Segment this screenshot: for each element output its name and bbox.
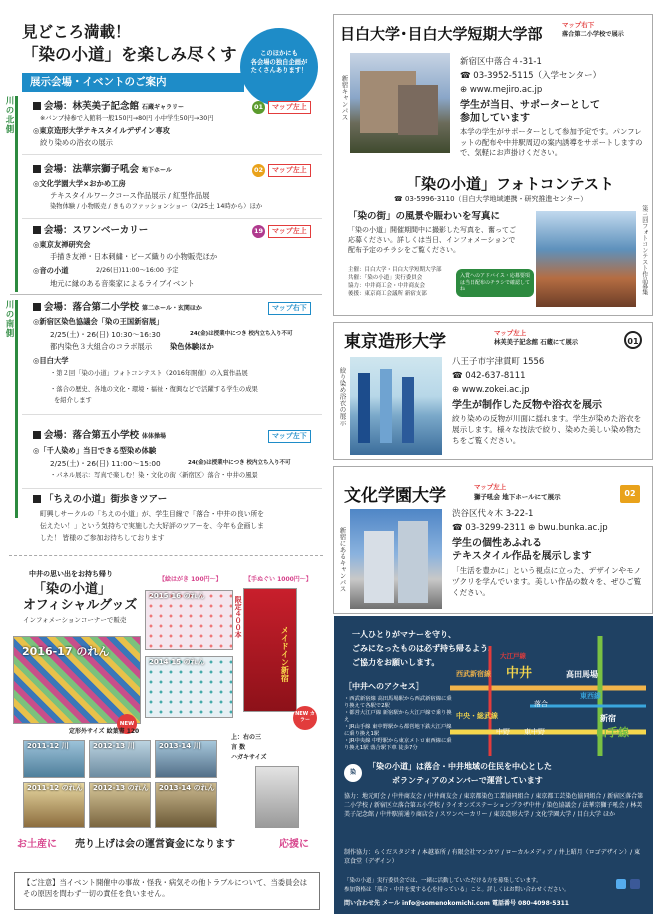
tour-text: した！ 皆様のご参加お待ちしております (40, 534, 165, 542)
venue-detail: ・第２回「染の小道」フォトコンテスト（2016年開催）の入賞作品展 (50, 370, 248, 377)
noren-2015-image (145, 590, 233, 650)
venue-date: 2/25(土)・26(日) 10:30〜16:30 (50, 330, 161, 339)
venue-detail: 染物体験 / 小物販売 / きものファッションショー（2/25土 14時から）ほか (50, 203, 263, 210)
info-panel (334, 616, 653, 914)
goods-section (9, 555, 323, 865)
org-line: ボランティアのメンバーで運営しています (392, 776, 543, 785)
venue-date-note: 24(金)は授業中につき 校内立ち入り不可 (188, 460, 291, 466)
divider (22, 218, 322, 219)
photo-contest-image (536, 211, 636, 307)
cooperators: 協力：地元町会 / 中井商友会 / 中井商友会 / 東京都染色工業協同組合 / 東京都工芸染色協同組合 / 新宿区落合第二小学校 / 新宿区立落合第五小学校 / ライオンズステーションプラザ中井 / 染色協議会 / 法華宗獅子吼会 / 林芙美子記念館 / 中井駅前通り商店会 / スワンベーカリー / 東京造形大学 / 文化学園大学 / 目白大学 ほか (344, 793, 644, 818)
globe-icon: ⊕ (525, 523, 539, 533)
venue-detail: 手描き友禅・日本刺繍・ビーズ織りの小物販売ほか (50, 252, 218, 261)
bullet-square (33, 431, 41, 439)
photo-meta: 協力：中井商工会・中井商友会 (348, 283, 426, 289)
bunka-address: 渋谷区代々木 3-22-1 (452, 509, 534, 519)
manner-line: ご協力をお願いします。 (352, 658, 440, 667)
venue-date-note: 24(金)は授業中につき 校内立ち入り不可 (190, 331, 293, 337)
venue-detail: 染色体験ほか (170, 342, 214, 351)
mejiro-address: 新宿区中落合４-31-1 (460, 57, 542, 67)
venue-shishikukai (33, 164, 172, 176)
zokei-location: 林芙美子記念館 石蔵にて展示 (494, 339, 579, 346)
bunka-number: 02 (620, 485, 640, 503)
map-number-badge: 19 (252, 225, 265, 238)
divider (10, 294, 322, 295)
building-shape (398, 85, 438, 135)
tour-text: 伝えたい！」という気持ちで実施した大好評のツアーを、今年も企画しま (40, 522, 264, 530)
info-bubble (240, 28, 318, 106)
venue-exhibitor: ◎新宿区染色協議会「染の王国新宿展」 (33, 317, 164, 326)
venue-ochiai5 (33, 430, 166, 442)
photo-contest-side: 第三回フォトコンテスト作品募集 (640, 205, 648, 295)
postcard-thumb (155, 740, 217, 778)
venue-note: ※バンブ持参で入館料一般150円→80円 小中学生50円→30円 (40, 115, 214, 122)
access-item: ・都営大江戸線 新宿駅から大江戸線で乗り換え (344, 710, 452, 723)
limited-text: 限定４００本 (234, 596, 243, 638)
venue-name: 会場：林芙美子記念館 (44, 101, 140, 112)
side-bar-south (15, 300, 18, 518)
noren-label: 2015-16 のれん (149, 592, 205, 600)
goods-note: インフォメーションコーナーで販売 (23, 616, 127, 624)
access-item: ・JR山手線 東中野駅から都営地下鉄大江戸線に乗り換え1駅 (344, 724, 452, 737)
map-number-badge: 01 (252, 101, 265, 114)
venue-exhibitor: ◎東京造形大学テキスタイルデザイン専攻 (33, 126, 170, 135)
mejiro-card (333, 14, 653, 316)
thumb-label: 2012-13 のれん (93, 784, 149, 792)
bullet-square (33, 165, 41, 173)
photo-contest-title: 「染の小道」フォトコンテスト (406, 175, 615, 193)
postcard-thumb (89, 740, 151, 778)
venue-sub: 石蔵ギャラリー (142, 104, 185, 111)
recruit-line: 「染の小道」実行委員会では、一緒に活動していただける方を募集しています。 (344, 878, 542, 884)
photo-contest-tel (394, 195, 587, 204)
thumb-label: 2013-14 川 (159, 742, 201, 750)
zokei-card (333, 322, 653, 460)
venue-detail: 地元に縁のある音楽家によるライブイベント (50, 279, 195, 288)
side-tag-north: 川の北側 (4, 96, 14, 134)
zokei-name: 東京造形大学 (344, 332, 446, 352)
tenugui-tag: 【手ぬぐい 1000円〜】 (245, 576, 312, 583)
venue-detail: ・パネル展示：写真で楽しむ！染・文化の街〈新宿区〉落合・中井の風景 (50, 472, 258, 479)
tour-title (33, 494, 167, 506)
zokei-headline: 学生が制作した反物や浴衣を展示 (452, 400, 602, 411)
photo-meta: 主催：目白大学・目白大学短期大学部 (348, 267, 442, 273)
bunka-body: 「生活を豊かに」という視点に立った、デザインやモノヅクリを学んでいます。美しい作品の数々を、ぜひご覧ください。 (452, 566, 642, 597)
venue-sub: 地下ホール (142, 167, 172, 174)
venue-name: 会場：落合第五小学校 (44, 430, 140, 441)
station-higashinakano: 東中野 (524, 728, 545, 736)
bullet-square (33, 303, 41, 311)
venue-detail: 絞り染めの浴衣の展示 (40, 138, 113, 147)
size-note: 言 数 (231, 744, 246, 751)
access-item: ・JR中央線 中野駅から東京メトロ東西線に乗り換え1駅 落合駅下車 徒歩7分 (344, 738, 452, 751)
bubble-line: このほかにも (260, 50, 298, 57)
bunka-location: 獅子吼会 地下ホールにて展示 (474, 493, 561, 501)
phone-icon: ☎ (460, 71, 474, 81)
side-tag-south: 川の南側 (4, 300, 14, 338)
building-shape (364, 531, 394, 603)
venue-exhibitor: ◎文化学園大学×おかめ工房 (33, 179, 126, 188)
page-title-line2: 「染の小道」を楽しみ尽くす (22, 45, 237, 64)
venue-date: 2/25(土)・26(日) 11:00〜15:00 (50, 459, 161, 468)
thumb-label: 2011-12 川 (27, 742, 69, 750)
org-line: 「染の小道」は落合・中井地域の住民を中心とした (368, 762, 552, 771)
divider (22, 414, 322, 415)
divider (22, 154, 322, 155)
station-takada: 高田馬場 (566, 670, 598, 679)
goods-title1: 「染の小道」 (33, 582, 112, 597)
photo-meta: 共催：「染の小道」実行委員会 (348, 275, 423, 281)
station-nakai: 中井 (506, 666, 533, 681)
yukata-shape (380, 369, 392, 443)
map-tag: マップ左上 (268, 164, 311, 177)
bunka-contact (452, 523, 608, 534)
new-color-badge: NEW カラー (293, 706, 317, 730)
station-nakano: 中野 (496, 728, 510, 736)
zokei-side: 絞り染め浴衣の展示 (338, 367, 347, 426)
venue-name: 会場：法華宗獅子吼会 (44, 164, 140, 175)
facebook-icon[interactable] (630, 879, 640, 889)
bullet-square (33, 226, 41, 234)
postcard-thumb (155, 782, 217, 828)
thumb-label: 2011-12 のれん (27, 784, 83, 792)
line-oedo: 大江戸線 (500, 652, 526, 660)
mejiro-web[interactable] (460, 85, 542, 96)
mejiro-web-text: www.mejiro.ac.jp (469, 85, 543, 95)
venue-hayashi (33, 101, 184, 113)
postcard-thumb (89, 782, 151, 828)
yukata-shape (358, 373, 370, 443)
production-credits: 制作協力：らくだスタジオ / 本越革所 / 有限会社マンカワ / ローカルメディア / 井上昭月（ロゴデザイン）/ 東京食堂（デザイン） (344, 849, 641, 865)
venue-ochiai2 (33, 302, 202, 314)
photo-contest-body: 「染の小道」開催期間中に撮影した写真を、奮ってご応募ください。詳しくは当日、インフォメーションで配布予定のチラシをご覧ください。 (348, 226, 516, 255)
bunka-web-text[interactable]: bwu.bunka.ac.jp (538, 523, 608, 533)
twitter-icon[interactable] (616, 879, 626, 889)
globe-icon: ⊕ (452, 385, 462, 395)
zokei-tel (452, 371, 526, 382)
venue-name: 会場：スワンベーカリー (44, 225, 149, 236)
venue-exhibitor: ◎目白大学 (33, 356, 69, 365)
goods-title2: オフィシャルグッズ (23, 598, 138, 613)
venue-detail: を紹介します (54, 397, 92, 404)
notice-box: 【ご注意】当イベント開催中の事故・怪我・病気その他トラブルについて、当委員会はその原因を問わず一切の責任を負いません。 (14, 872, 320, 910)
bunka-side: 新宿にあるキャンパス (338, 527, 347, 592)
zokei-map: マップ左上 (494, 329, 527, 337)
mejiro-location: 落合第二小学校で展示 (562, 31, 624, 38)
photo-advice-box: 入賞へのアドバイス・応募要項は当日配布のチラシで確認してね (456, 269, 534, 297)
bunka-headline2: テキスタイル作品を展示します (452, 551, 592, 562)
new-badge: NEW (117, 714, 137, 734)
noren-2016-image (13, 636, 141, 724)
building-shape (398, 521, 428, 603)
side-bar-north (15, 96, 18, 292)
venue-name: 「ちえの小道」街歩きツアー (44, 494, 168, 505)
station-ochiai: 落合 (534, 700, 548, 708)
bunka-tel-text: 03-3299-2311 (465, 523, 526, 533)
zokei-web[interactable] (452, 385, 530, 396)
goods-kicker: 中井の思い出をお持ち帰り (29, 570, 113, 578)
zokei-number: 01 (624, 331, 642, 349)
mejiro-map: マップ右下 (562, 21, 595, 29)
phone-icon: ☎ (452, 371, 466, 381)
venue-sub: 体体操場 (142, 433, 167, 440)
venue-detail: ・落合の歴史、各地の文化・環境・福祉・復興などで活躍する学生の成果 (50, 386, 258, 393)
venue-sub: 第二ホール・玄関ほか (142, 305, 202, 312)
map-tag: マップ右下 (268, 302, 311, 315)
map-tag: マップ左下 (268, 430, 311, 443)
right-column (329, 0, 658, 919)
access-item: ・西武新宿線 高田馬場駅から西武新宿線に乗り換えて各駅で2駅 (344, 696, 452, 709)
venue-name: 会場：落合第二小学校 (44, 302, 140, 313)
phone-icon: ☎ (452, 523, 466, 533)
phone-icon: ☎ (394, 195, 405, 203)
manner-line: ごみになったものは必ず持ち帰るよう、 (352, 644, 496, 653)
zokei-address: 八王子市宇津貫町 1556 (452, 357, 545, 367)
venue-swan (33, 225, 148, 237)
photo-contest-headline: 「染の街」の風景や賑わいを写真に (348, 211, 501, 222)
line-chuo: 中央・総武線 (456, 712, 498, 720)
mejiro-tel-text: 03-3952-5115（入学センター） (473, 71, 602, 81)
manner-line: 一人ひとりがマナーを守り、 (352, 630, 456, 639)
noren-label: 2016-17 のれん (22, 645, 110, 658)
divider (22, 488, 322, 489)
bullet-square (33, 102, 41, 110)
org-logo-icon: 染 (344, 764, 362, 782)
bunka-photo (350, 509, 442, 609)
bullet-square (33, 495, 41, 503)
mejiro-campus: 新宿キャンパス (340, 75, 349, 121)
page-title-line1: 見どころ満載！ (22, 23, 131, 41)
map-tag: マップ左上 (268, 101, 311, 114)
photo-contest-tel-text: 03-5996-3110（目白大学地域連携・研究推進センター） (404, 195, 588, 203)
souvenir-label: お土産に (17, 839, 57, 850)
recruit-line: 参加資格は「落合・中井を愛する心を持っている」こと。詳しくはお問い合わせください。 (344, 887, 570, 893)
map-number-badge: 02 (252, 164, 265, 177)
venue-exhibitor: ◎「千人染め」当日できる型染め体験 (33, 446, 157, 455)
thumb-label: 2012-13 川 (93, 742, 135, 750)
thumb-label: 2013-14 のれん (159, 784, 215, 792)
mejiro-headline2: 参加しています (460, 113, 530, 124)
venue-event: ◎音の小道 (33, 266, 69, 275)
venue-detail: 都内染色３大組合のコラボ展示 (50, 342, 153, 351)
size-note: ハガキサイズ (231, 754, 267, 761)
postcard-thumb (23, 782, 85, 828)
mejiro-photo (350, 53, 450, 153)
access-title: ［中井へのアクセス］ (344, 682, 424, 691)
line-seibu: 西武新宿線 (456, 670, 491, 678)
line-yamanote: 山手線 (596, 726, 629, 739)
venue-date: 2/26(日)11:00〜16:00 予定 (96, 267, 179, 274)
globe-icon: ⊕ (460, 85, 470, 95)
made-in-shinjuku: メイドイン新宿 (280, 626, 290, 682)
noren-2014-image (145, 656, 233, 718)
postcard-vertical (255, 766, 299, 828)
section-banner: 展示会場・イベントのご案内 (22, 73, 244, 92)
support-label: 応援に (279, 839, 309, 850)
mejiro-headline1: 学生が当日、サポーターとして (460, 100, 600, 111)
bunka-map: マップ左上 (474, 483, 507, 491)
photo-meta: 後援：東京商工会議所 新宿支部 (348, 291, 427, 297)
postcard-tag: 【絵はがき 100円〜】 (159, 576, 222, 583)
bubble-line: 各会場の独自企画が (250, 58, 308, 66)
size-note: 上：右の三 (231, 734, 262, 741)
tour-text: 町興しサークルの「ちえの小道」が、学生目線で「落合・中井の良い所を (40, 510, 265, 518)
proceeds-note: 売り上げは会の運営資金になります (75, 839, 235, 850)
bubble-line: たくさんあります！ (250, 67, 308, 74)
bunka-headline1: 学生の個性あふれる (452, 538, 542, 549)
bunka-name: 文化学園大学 (344, 486, 446, 506)
venue-exhibitor: ◎東京友禅研究会 (33, 240, 91, 249)
mejiro-body: 本学の学生がサポーターとして参加予定です。パンフレットの配布や中井駅周辺の案内誘導をサポートしますので、気軽にお声掛けください。 (460, 127, 643, 158)
mejiro-name: 目白大学･目白大学短期大学部 (340, 25, 543, 43)
zokei-tel-text: 042-637-8111 (465, 371, 526, 381)
noren-label: 2014-15 のれん (149, 658, 205, 666)
mejiro-tel (460, 71, 601, 82)
line-tozai: 東西線 (580, 692, 601, 700)
venue-detail: テキスタイルワークコース作品展示 / 紅型作品展 (50, 191, 210, 200)
zokei-body: 絞り染めの反物が川面に揺れます。学生が染めた浴衣を展示します。様々な技法で絞り、染めた美しい染め物たちをご覧ください。 (452, 414, 642, 445)
price-note: 定形外サイズ 絵葉書 120 (69, 728, 140, 735)
bunka-card (333, 466, 653, 614)
contact-line: 問い合わせ先 メール info@somenokomichi.com 電話番号 080-4098-5311 (344, 900, 569, 907)
yukata-shape (402, 377, 414, 443)
zokei-photo (350, 357, 442, 455)
map-tag: マップ左上 (268, 225, 311, 238)
station-shinjuku: 新宿 (600, 714, 616, 723)
zokei-web-text: www.zokei.ac.jp (461, 385, 530, 395)
postcard-thumb (23, 740, 85, 778)
